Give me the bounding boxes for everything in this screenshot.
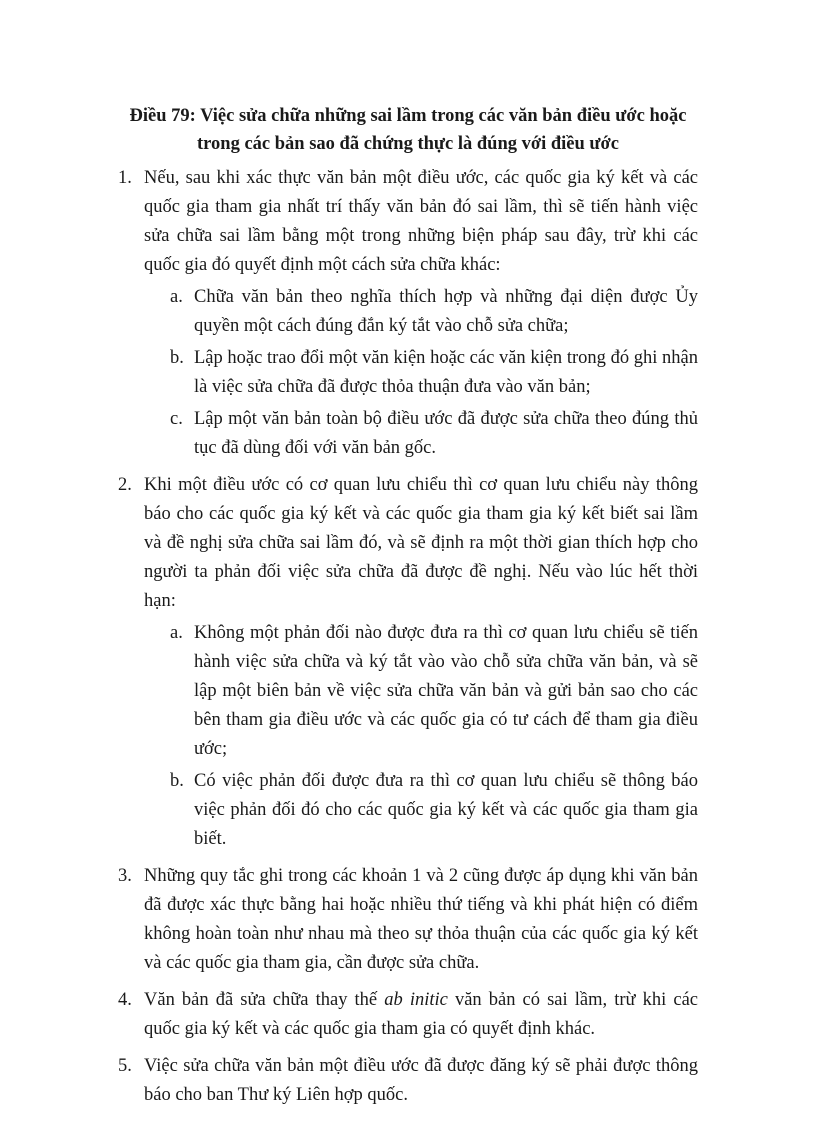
clause-2 [118, 471, 698, 854]
article-title-line-1: Điều 79: Việc sửa chữa những sai lầm trong các văn bản điều ước hoặc [129, 106, 687, 126]
subitem-letter: a. [170, 623, 183, 643]
clause-text: Những quy tắc ghi trong các khoản 1 và 2 cũng được áp dụng khi văn bản đã được xác thực bằng hai hoặc nhiều thứ tiếng và khi phát hiện có điểm không hoàn toàn như nhau mà theo sự thỏa thuận của các quốc gia ký kết và các quốc gia tham gia, cần được sửa chữa. [144, 866, 698, 973]
subitem-letter: b. [170, 348, 184, 368]
subitem-text: Không một phản đối nào được đưa ra thì cơ quan lưu chiểu sẽ tiến hành việc sửa chữa và ký tắt vào vào chỗ sửa chữa văn bản, và sẽ lập một biên bản về việc sửa chữa văn bản và gửi bản sao cho các bên tham gia điều ước và các quốc gia có tư cách để tham gia điều ước; [194, 623, 698, 759]
clause-text: Nếu, sau khi xác thực văn bản một điều ước, các quốc gia ký kết và các quốc gia tham gia nhất trí thấy văn bản đó sai lầm, thì sẽ tiến hành việc sửa chữa sai lầm bằng một trong những biện pháp sau đây, trừ khi các quốc gia đó quyết định một cách sửa chữa khác: [144, 168, 698, 275]
subitem-text: Chữa văn bản theo nghĩa thích hợp và những đại diện được Ủy quyền một cách đúng đắn ký tắt vào chỗ sửa chữa; [194, 287, 698, 336]
clause-2-subitem-a [144, 619, 698, 764]
clause-4 [118, 986, 698, 1044]
clause-text: Khi một điều ước có cơ quan lưu chiểu thì cơ quan lưu chiểu này thông báo cho các quốc gia ký kết và các quốc gia tham gia ký kết biết sai lầm và đề nghị sửa chữa sai lầm đó, và sẽ định ra một thời gian thích hợp cho người ta phản đối việc sửa chữa đã được đề nghị. Nếu vào lúc hết thời hạn: [144, 475, 698, 611]
subitem-letter: a. [170, 287, 183, 307]
subitem-letter: c. [170, 409, 183, 429]
clause-number: 5. [118, 1056, 132, 1076]
latin-phrase: ab initic [384, 990, 448, 1010]
clause-1-subitem-b [144, 344, 698, 402]
clause-text: Việc sửa chữa văn bản một điều ước đã được đăng ký sẽ phải được thông báo cho ban Thư ký Liên hợp quốc. [144, 1056, 698, 1105]
article-title [100, 102, 716, 158]
subitem-text: Lập một văn bản toàn bộ điều ước đã được sửa chữa theo đúng thủ tục đã dùng đối với văn bản gốc. [194, 409, 698, 458]
clause-number: 2. [118, 475, 132, 495]
clause-1-subitem-c [144, 405, 698, 463]
clause-number: 3. [118, 866, 132, 886]
clause-3 [118, 862, 698, 978]
subitem-letter: b. [170, 771, 184, 791]
clause-text-after: văn bản có sai lầm, trừ khi các quốc gia ký kết và các quốc gia tham gia có quyết định khác. [144, 990, 698, 1039]
clause-5 [118, 1052, 698, 1110]
clause-1-subitem-a [144, 283, 698, 341]
clause-number: 1. [118, 168, 132, 188]
subitem-text: Lập hoặc trao đổi một văn kiện hoặc các văn kiện trong đó ghi nhận là việc sửa chữa đã được thỏa thuận đưa vào văn bản; [194, 348, 698, 397]
clause-2-subitem-b [144, 767, 698, 854]
subitem-text: Có việc phản đối được đưa ra thì cơ quan lưu chiểu sẽ thông báo việc phản đối đó cho các quốc gia ký kết và các quốc gia tham gia biết. [194, 771, 698, 849]
clause-1 [118, 164, 698, 463]
article-clauses [118, 164, 698, 1118]
article-title-line-2: trong các bản sao đã chứng thực là đúng với điều ước [197, 134, 619, 154]
clause-number: 4. [118, 990, 132, 1010]
clause-text [144, 986, 698, 1044]
clause-text-before: Văn bản đã sửa chữa thay thế [144, 990, 385, 1010]
